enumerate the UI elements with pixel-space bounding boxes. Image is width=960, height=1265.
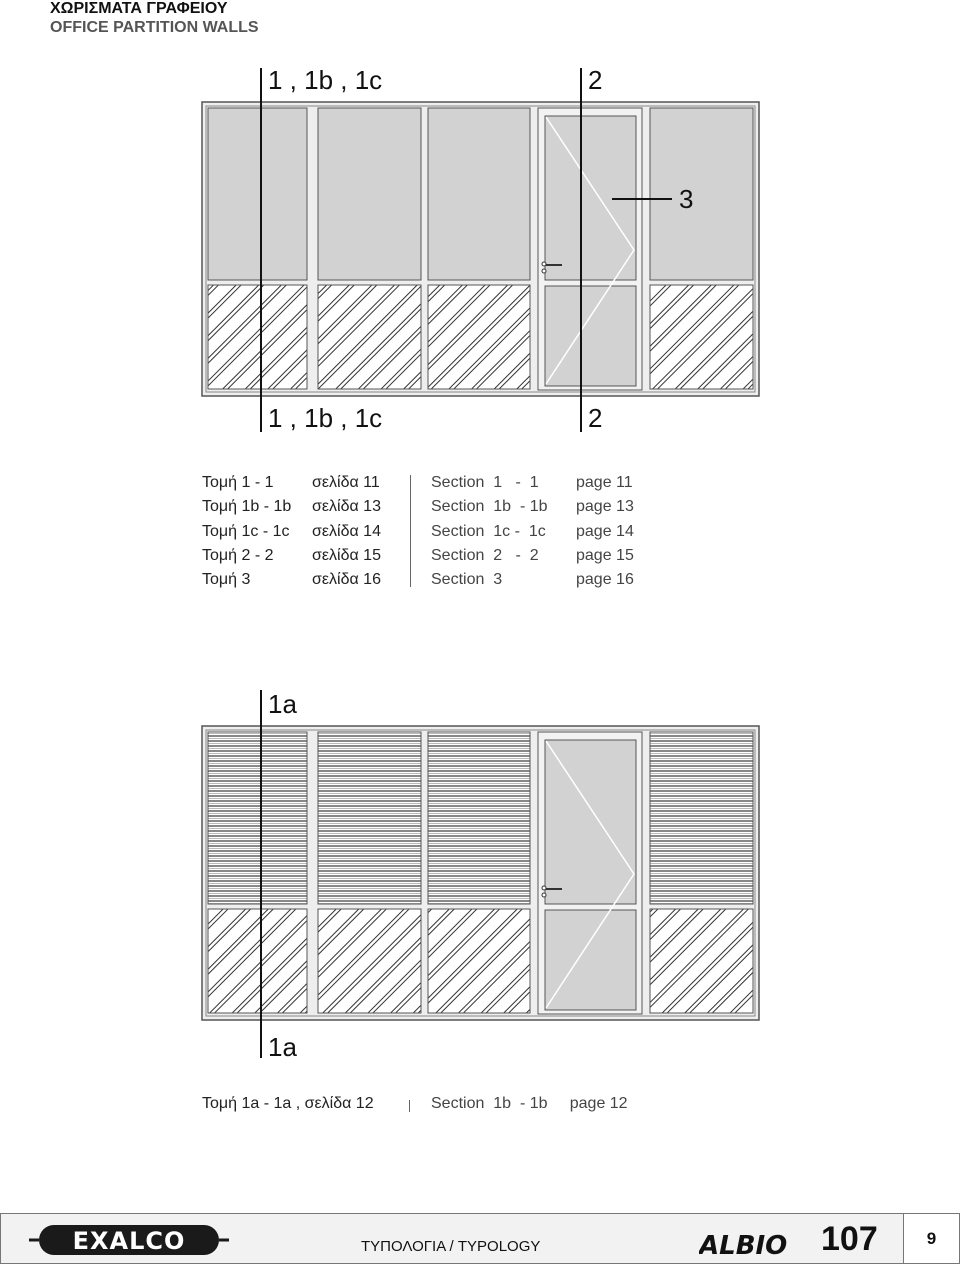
legend-page: σελίδα 11 <box>312 474 380 491</box>
legend-row <box>202 520 381 544</box>
top-door <box>538 108 642 390</box>
legend-page: σελίδα 14 <box>312 522 381 540</box>
legend-row <box>202 568 381 592</box>
legend-row <box>431 471 634 495</box>
legend-section: Section 3 <box>431 571 503 589</box>
header-title-english: OFFICE PARTITION WALLS <box>50 19 259 36</box>
legend-page: page 16 <box>576 571 634 589</box>
legend-section: Τομή 1 - 1 <box>202 474 274 491</box>
legend-row <box>202 544 381 568</box>
bottom-note-divider <box>409 1100 410 1112</box>
legend-section: Τομή 2 - 2 <box>202 546 274 564</box>
legend-greek <box>202 471 381 592</box>
legend-page: page 14 <box>576 522 634 540</box>
section-label-1a-bottom: 1a <box>268 1032 297 1062</box>
legend-page: page 13 <box>576 498 634 516</box>
legend-page: σελίδα 13 <box>312 498 381 516</box>
section-label-right-top: 2 <box>588 65 603 95</box>
section-label-left-top: 1 , 1b , 1c <box>268 65 383 95</box>
bottom-door <box>538 732 642 1014</box>
legend-row <box>431 495 634 519</box>
legend-page: σελίδα 16 <box>312 571 381 589</box>
legend-section: Section 1 - 1 <box>431 474 539 491</box>
bottom-note-english: Section 1b - 1b page 12 <box>431 1095 628 1112</box>
footer-bar <box>0 1213 960 1264</box>
section-label-left-bottom: 1 , 1b , 1c <box>268 403 383 433</box>
legend-page: page 15 <box>576 546 634 564</box>
series-name: ALBIO <box>699 1231 788 1258</box>
series-number: 107 <box>821 1220 878 1258</box>
bottom-note-greek: Τομή 1a - 1a , σελίδα 12 <box>202 1095 374 1112</box>
legend-divider <box>410 475 411 587</box>
legend-page: σελίδα 15 <box>312 546 381 564</box>
page-number: 9 <box>903 1214 959 1263</box>
legend-section: Section 2 - 2 <box>431 546 539 564</box>
legend-section: Τομή 1c - 1c <box>202 522 290 540</box>
legend-row <box>202 495 381 519</box>
footer-typology: ΤΥΠΟΛΟΓΙΑ / TYPOLOGY <box>361 1238 541 1255</box>
header-title-greek: ΧΩΡΙΣΜΑΤΑ ΓΡΑΦΕΙΟΥ <box>50 0 228 17</box>
legend-row <box>431 520 634 544</box>
top-partition <box>202 102 759 396</box>
legend-section: Section 1b - 1b <box>431 498 548 516</box>
legend-row <box>431 544 634 568</box>
brand-text: EXALCO <box>72 1227 186 1255</box>
section-label-right-bottom: 2 <box>588 403 603 433</box>
legend-english <box>431 471 634 592</box>
legend-row <box>202 471 381 495</box>
exalco-logo <box>29 1224 229 1256</box>
section-label-side: 3 <box>679 184 694 214</box>
albio-logo <box>699 1222 819 1258</box>
legend-section: Section 1c - 1c <box>431 522 546 540</box>
legend-section: Τομή 1b - 1b <box>202 498 292 516</box>
legend-page: page 11 <box>576 474 633 491</box>
legend-section: Τομή 3 <box>202 571 251 589</box>
section-label-1a-top: 1a <box>268 689 297 719</box>
legend-row <box>431 568 634 592</box>
bottom-partition <box>202 726 759 1020</box>
